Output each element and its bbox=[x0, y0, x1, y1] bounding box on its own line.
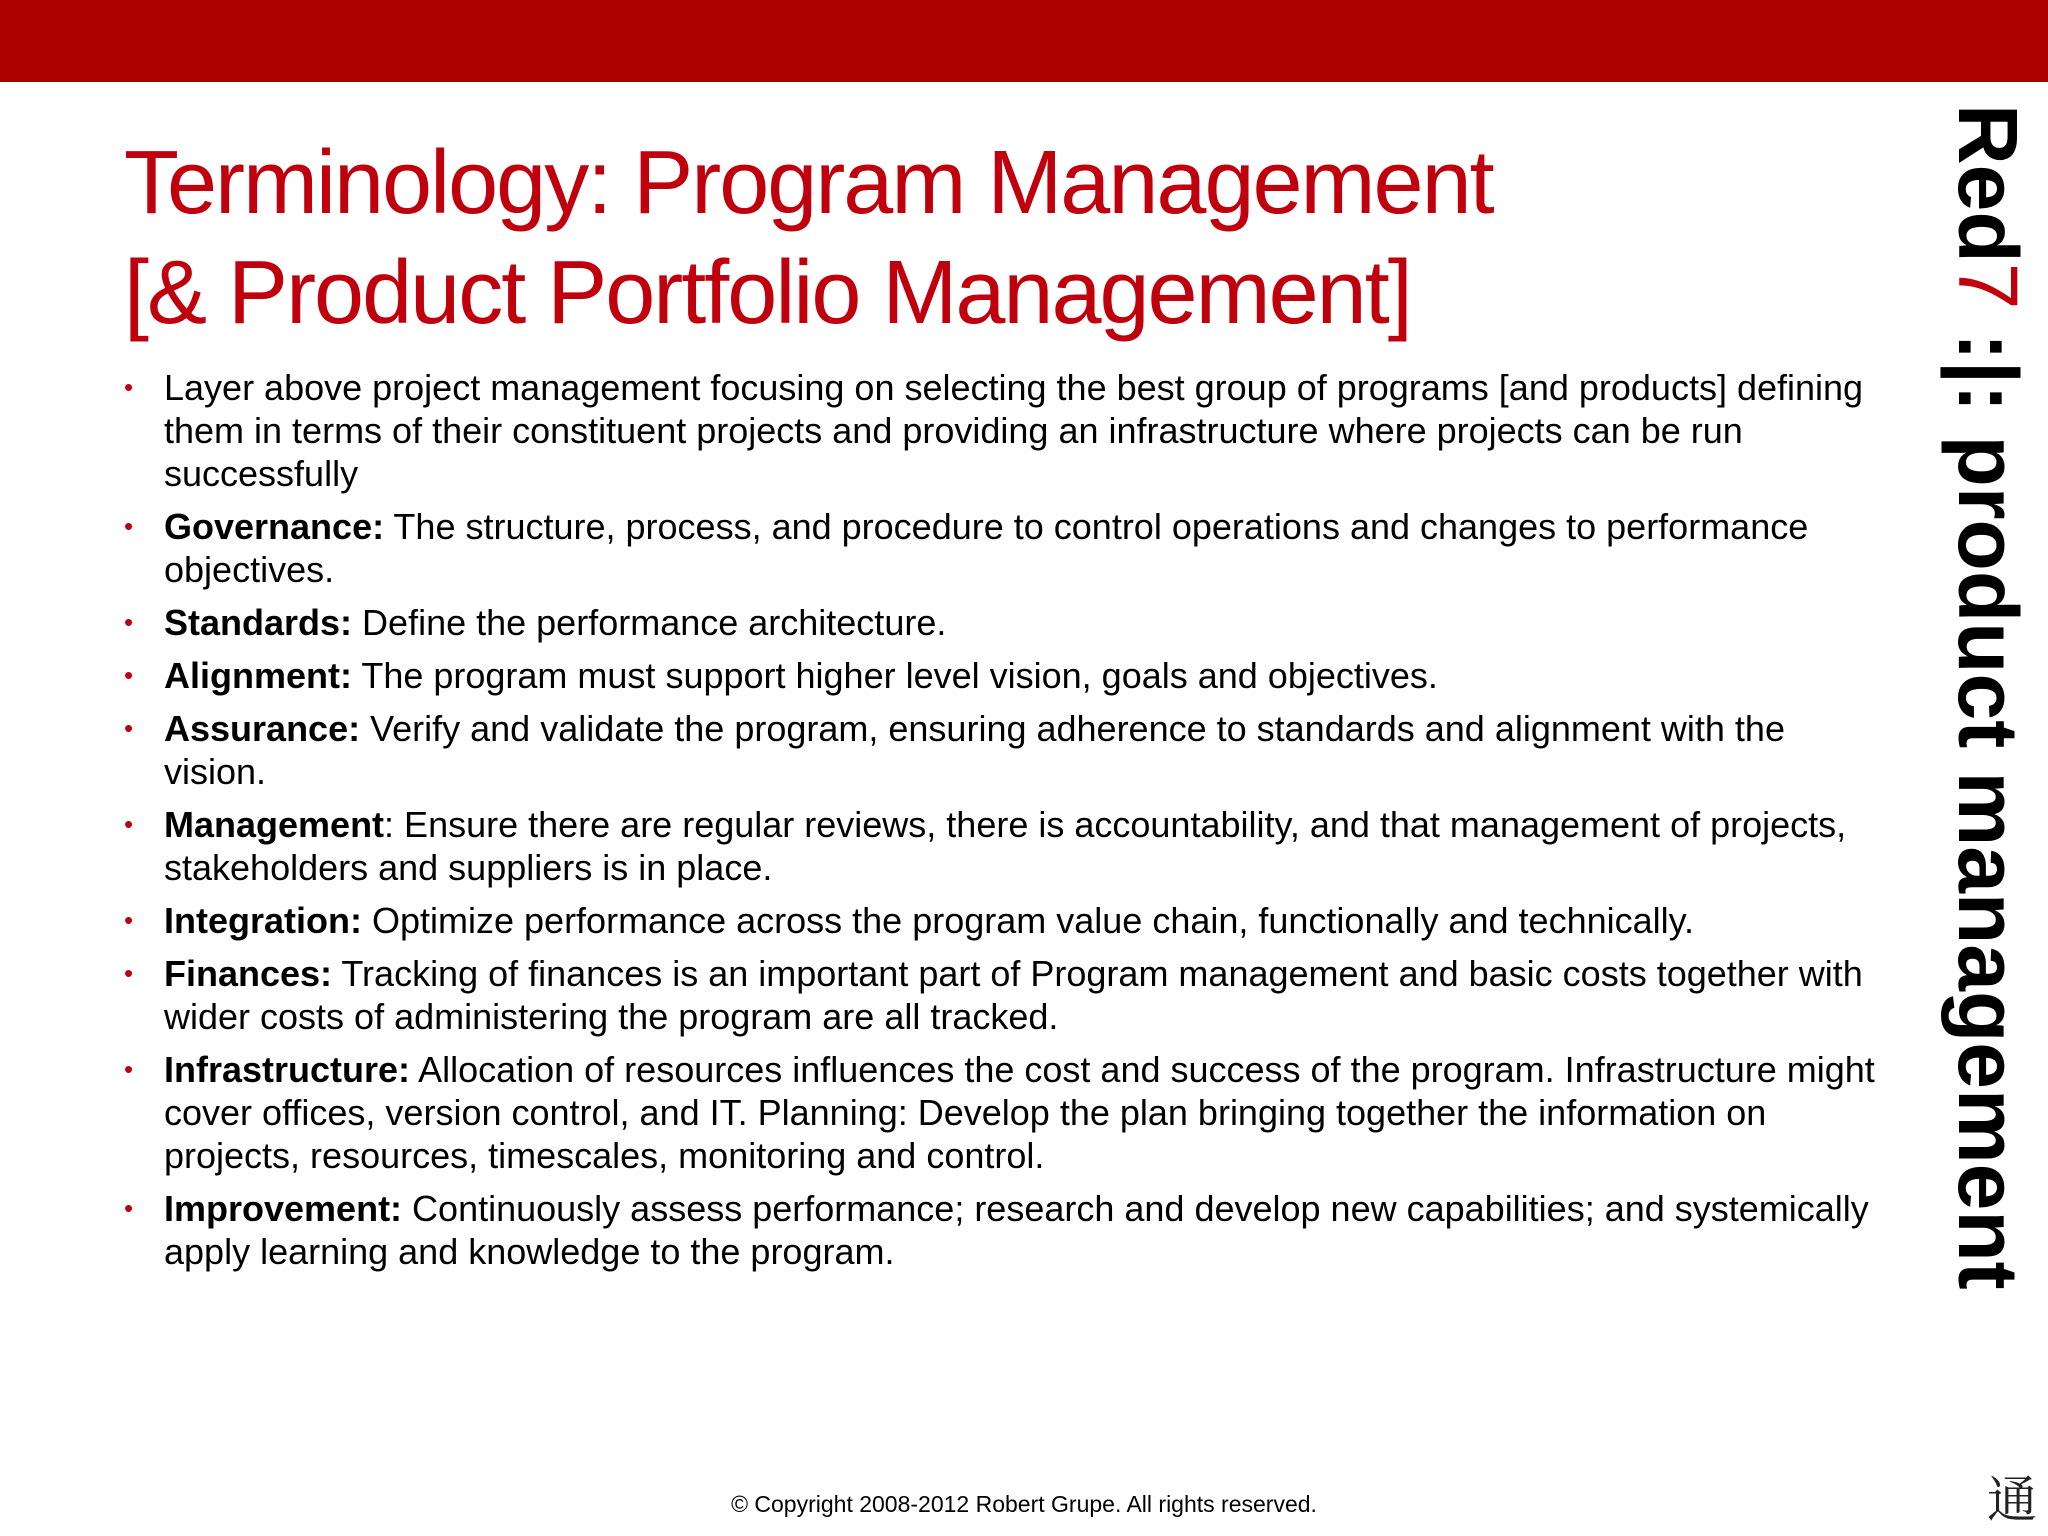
bullet-marker-icon: • bbox=[124, 905, 134, 935]
bullet-item bbox=[124, 1187, 1894, 1273]
bullet-item bbox=[124, 1048, 1894, 1177]
bullet-item bbox=[124, 505, 1894, 591]
bullet-term: Management bbox=[164, 804, 385, 845]
bullet-text: Define the performance architecture. bbox=[352, 602, 947, 643]
bullet-text: Verify and validate the program, ensuring adherence to standards and alignment with the vision. bbox=[164, 708, 1785, 792]
bullet-marker-icon: • bbox=[124, 1054, 134, 1084]
bullet-marker-icon: • bbox=[124, 1193, 134, 1223]
bullet-marker-icon: • bbox=[124, 809, 134, 839]
bullet-text: The structure, process, and procedure to control operations and changes to performance objectives. bbox=[164, 506, 1809, 590]
bullet-term: Alignment: bbox=[164, 655, 352, 696]
bullet-term: Infrastructure: bbox=[164, 1049, 411, 1090]
bullet-marker-icon: • bbox=[124, 958, 134, 988]
bullet-marker-icon: • bbox=[124, 511, 134, 541]
bullet-marker-icon: • bbox=[124, 607, 134, 637]
bullet-item bbox=[124, 707, 1894, 793]
bullet-term: Assurance: bbox=[164, 708, 361, 749]
bullet-text: : Ensure there are regular reviews, there is accountability, and that management of projects, stakeholders and suppliers is in place. bbox=[164, 804, 1847, 888]
brand-accent: 7 bbox=[1941, 262, 2035, 310]
slide-title bbox=[124, 128, 1824, 348]
slide-title-line-1: Terminology: Program Management bbox=[124, 133, 1493, 233]
bullet-term: Finances: bbox=[164, 953, 333, 994]
copyright-footer: © Copyright 2008-2012 Robert Grupe. All rights reserved. bbox=[731, 1491, 1317, 1517]
bullet-marker-icon: • bbox=[124, 660, 134, 690]
bullet-term: Integration: bbox=[164, 900, 362, 941]
bullet-item bbox=[124, 899, 1894, 942]
brand-wordmark bbox=[1938, 104, 2038, 1290]
side-brand bbox=[1928, 104, 2048, 1304]
bullet-text: Layer above project management focusing on selecting the best group of programs [and products] defining them in terms of their constituent projects and providing an infrastructure where projects can be run successfully bbox=[164, 367, 1864, 494]
bullet-list bbox=[124, 366, 1894, 1283]
top-banner-bar bbox=[0, 0, 2048, 82]
bullet-term: Governance: bbox=[164, 506, 385, 547]
bullet-text: Tracking of finances is an important part of Program management and basic costs together with wider costs of administering the program are all tracked. bbox=[164, 953, 1863, 1037]
brand-prefix: Red bbox=[1941, 104, 2035, 263]
bullet-item bbox=[124, 952, 1894, 1038]
bullet-text: Continuously assess performance; research and develop new capabilities; and systemically apply learning and knowledge to the program. bbox=[164, 1188, 1869, 1272]
bullet-text: The program must support higher level vision, goals and objectives. bbox=[351, 655, 1438, 696]
bullet-text: Allocation of resources influences the cost and success of the program. Infrastructure might cover offices, version control, and IT. Planning: Develop the plan bringing together the information on projects, resources, timescales, monitoring and control. bbox=[164, 1049, 1875, 1176]
seal-glyph-icon: 通 bbox=[1987, 1471, 2037, 1529]
slide-title-line-2: [& Product Portfolio Management] bbox=[124, 243, 1411, 343]
bullet-item bbox=[124, 601, 1894, 644]
bullet-marker-icon: • bbox=[124, 372, 134, 402]
bullet-item bbox=[124, 803, 1894, 889]
bullet-term: Improvement: bbox=[164, 1188, 403, 1229]
bullet-marker-icon: • bbox=[124, 713, 134, 743]
bullet-item bbox=[124, 366, 1894, 495]
bullet-term: Standards: bbox=[164, 602, 353, 643]
bullet-text: Optimize performance across the program value chain, functionally and technically. bbox=[361, 900, 1694, 941]
bullet-item bbox=[124, 654, 1894, 697]
brand-suffix: :|: product management bbox=[1941, 309, 2035, 1290]
